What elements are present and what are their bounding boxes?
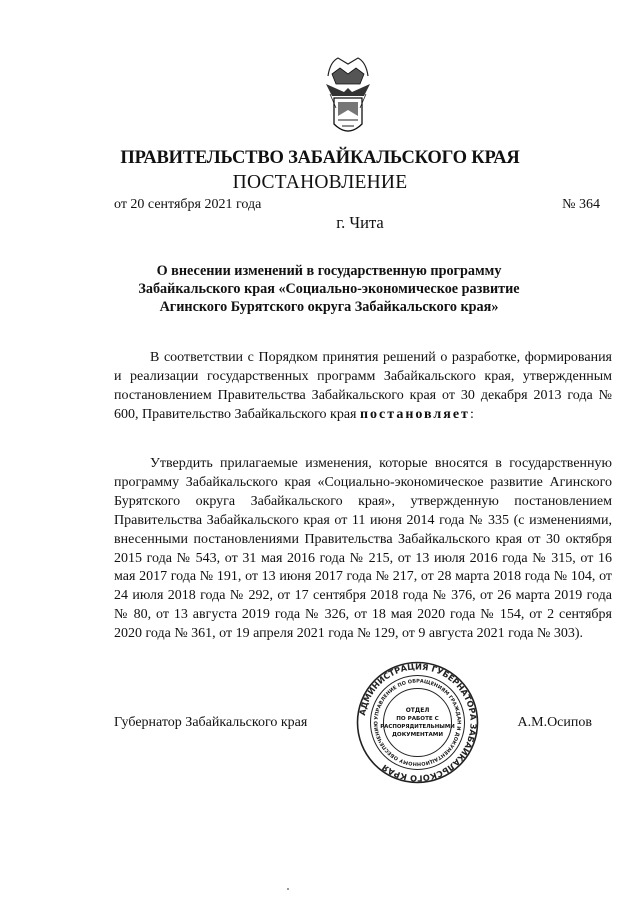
signatory-name: А.М.Осипов <box>517 715 592 730</box>
stamp-center-line-2: ПО РАБОТЕ С <box>396 716 439 722</box>
document-city: г. Чита <box>336 213 384 232</box>
stamp-outer-path: АДМИНИСТРАЦИЯ ГУБЕРНАТОРА ЗАБАЙКАЛЬСКОГО КРАЯ <box>356 661 479 784</box>
document-date: от 20 сентября 2021 года <box>114 197 262 212</box>
coat-of-arms-icon <box>324 54 372 144</box>
preamble-text: В соответствии с Порядком принятия решений о разработке, формирования и реализации государственных программ Забайкальского края, утвержденным постановлением Правительства Забайкальского края от 30 декабря 2013 года № 600, Правительство Забайкальского края <box>114 350 612 422</box>
organization-name: ПРАВИТЕЛЬСТВО ЗАБАЙКАЛЬСКОГО КРАЯ <box>120 148 520 168</box>
decision-paragraph: Утвердить прилагаемые изменения, которые вносятся в государственную программу Забайкальского края «Социально-экономическое развитие Агинского Бурятского округа Забайкальского края», утвержденную постановлением Правительства Забайкальского края от 11 июня 2014 года № 335 (с изменениями, внесенными постановлениями Правительства Забайкальского края от 30 октября 2015 года № 543, от 31 мая 2016 года № 215, от 13 июля 2016 года № 315, от 16 мая 2017 года № 191, от 13 июня 2017 года № 217, от 28 марта 2018 года № 104, от 24 июля 2018 года № 292, от 17 сентября 2018 года № 376, от 26 марта 2019 года № 80, от 13 августа 2019 года № 326, от 18 мая 2020 года № 154, от 2 сентября 2020 года № 361, от 19 апреля 2021 года № 129, от 9 августа 2021 года № 303). <box>114 456 612 642</box>
preamble-paragraph <box>114 349 612 425</box>
stamp-center-line-1: ОТДЕЛ <box>405 707 430 714</box>
scan-speck <box>287 888 289 890</box>
stamp-inner-text <box>373 678 461 766</box>
document-type: ПОСТАНОВЛЕНИЕ <box>232 172 408 193</box>
decree-colon: : <box>469 406 474 422</box>
stamp-inner-path: УПРАВЛЕНИЕ ПО ОБРАЩЕНИЯМ ГРАЖДАН И ДОКУМЕНТАЦИОННОМУ ОБЕСПЕЧЕНИЮ <box>373 678 462 767</box>
decree-keyword: постановляет <box>359 406 470 422</box>
document-title: О внесении изменений в государственную программу Забайкальского края «Социально-экономическое развитие Агинского Бурятского округа Забайкальского края» <box>138 263 520 315</box>
official-stamp-icon <box>355 660 480 785</box>
document-number: № 364 <box>562 197 600 212</box>
signatory-position: Губернатор Забайкальского края <box>114 715 308 730</box>
stamp-center-line-3: РАСПОРЯДИТЕЛЬНЫМИ <box>380 724 455 730</box>
stamp-center-line-4: ДОКУМЕНТАМИ <box>391 732 444 738</box>
